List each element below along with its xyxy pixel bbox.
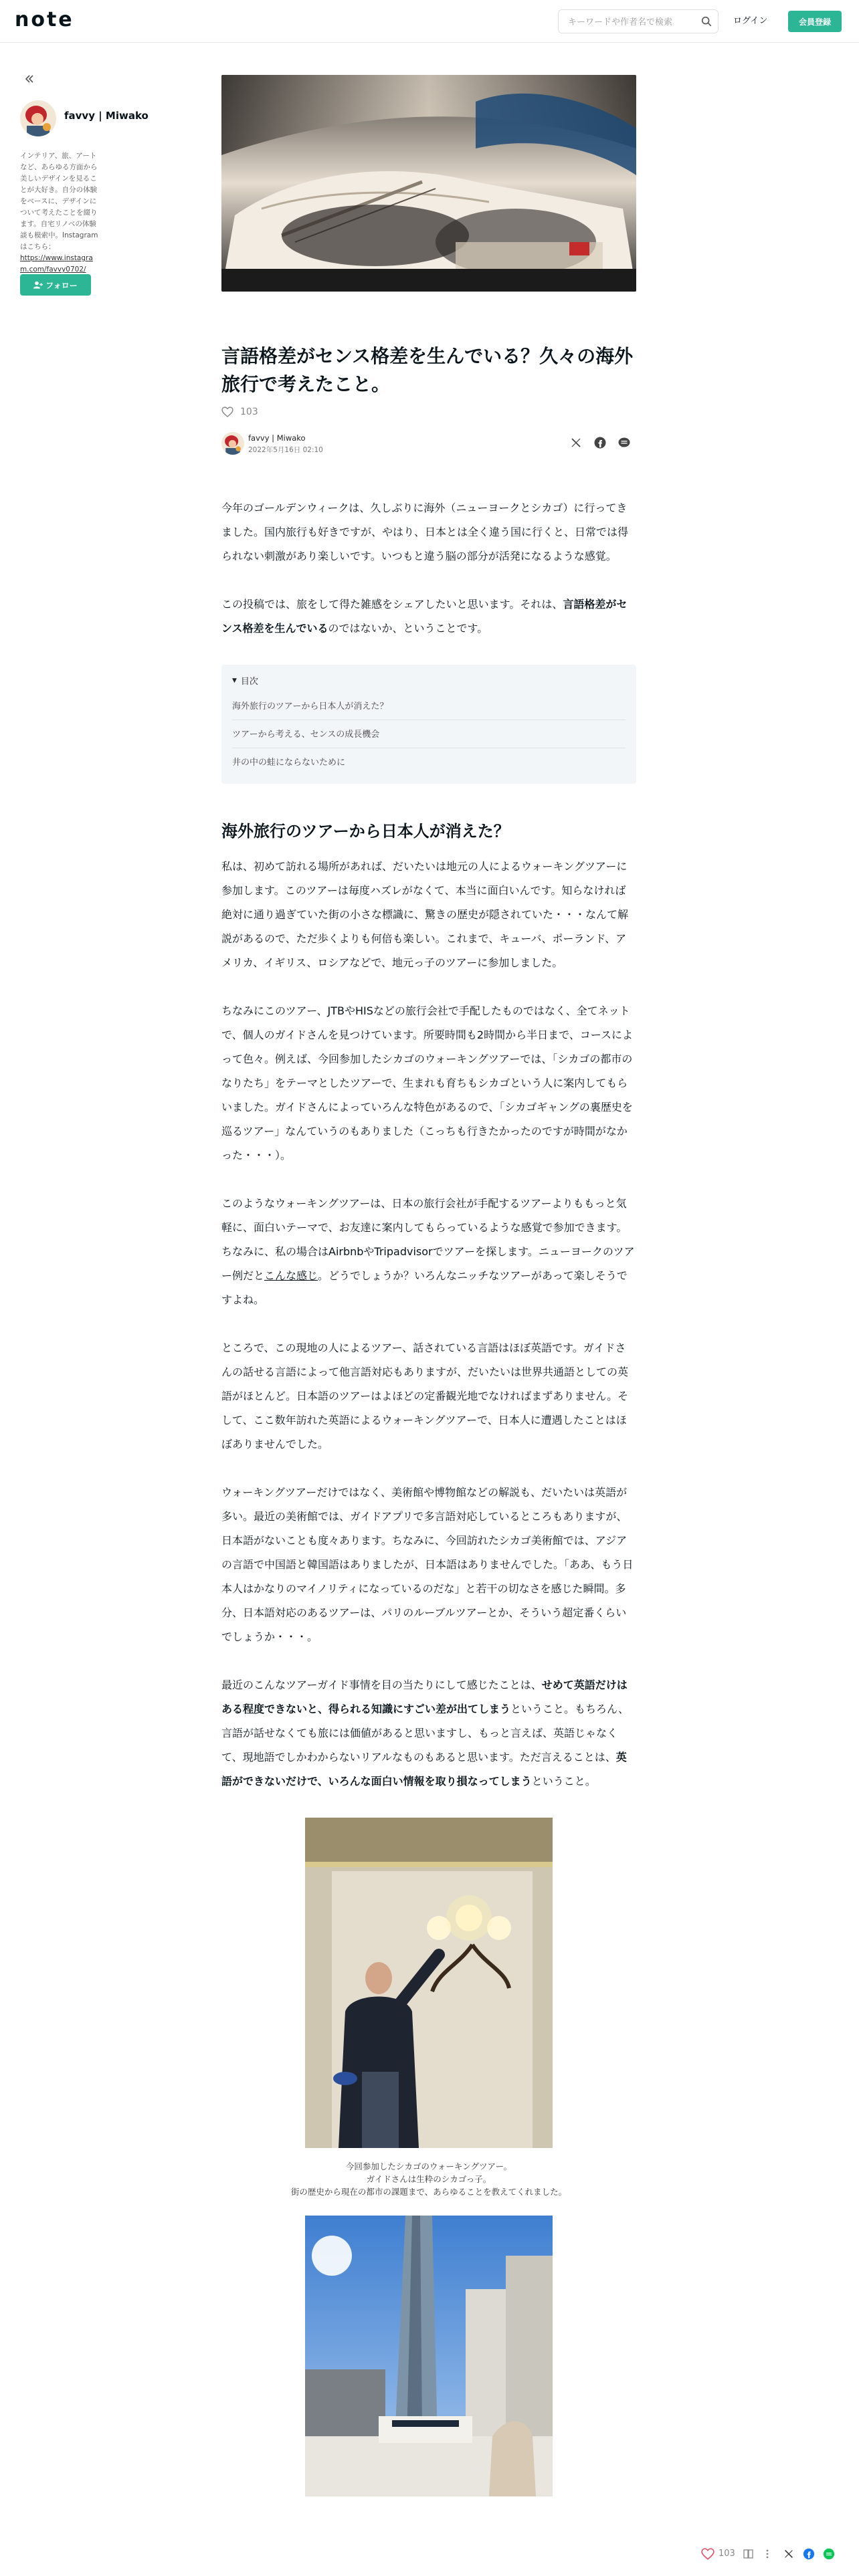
paragraph: ちなみにこのツアー、JTBやHISなどの旅行会社で手配したものではなく、全てネットで、個人のガイドさんを見つけています。所要時間も2時間から半日まで、コースによって色々。例えば、今回参加したシカゴのウォーキングツアーでは、「シカゴの都市のなりたち」をテーマとしたツアーで、生まれも育ちもシカゴという人に案内してもらいました。ガイドさんによっていろんな特色があるので、「シカゴギャングの裏歴史を巡るツアー」なんていうのもありました（こっちも行きたかったのですが時間がなかった・・・）。	[221, 1004, 633, 1162]
paragraph: ところで、この現地の人によるツアー、話されている言語はほぼ英語です。ガイドさんの話せる言語によって他言語対応もありますが、だいたいは世界共通語としての英語がほとんど。日本語のツアーはよほどの定番観光地でなければまずありません。そして、ここ数年訪れた英語によるウォーキングツアーで、日本人に遭遇したことはほぼありませんでした。	[221, 1341, 629, 1451]
collapse-sidebar-icon[interactable]	[23, 72, 36, 86]
instagram-link[interactable]: https://www.instagram.com/favvy0702/	[20, 254, 93, 274]
sidebar-author-name[interactable]: favvy | Miwako	[64, 110, 149, 122]
toc-label: 目次	[240, 677, 258, 687]
paragraph: このようなウォーキングツアーは、日本の旅行会社が手配するツアーよりももっと気軽に、面白いテーマで、お友達に案内してもらっているような感覚で参加できます。ちなみに、私の場合はAirbnbやTripadvisorでツアーを探します。ニューヨークのツアー例だとこんな感じ。どうでしょうか？いろんなニッチなツアーがあって楽しそうですよね。	[221, 1197, 635, 1306]
chicago-river-photo	[305, 2216, 553, 2496]
table-of-contents	[221, 665, 636, 784]
search-input[interactable]	[567, 14, 696, 30]
figure-walking-tour	[221, 1818, 636, 2496]
site-header	[0, 0, 859, 43]
author-name[interactable]: favvy | Miwako	[248, 433, 306, 443]
line-share-icon[interactable]	[823, 2548, 835, 2560]
note-logo[interactable]: note	[15, 8, 74, 31]
author-bio-text: インテリア、旅、アートなど、あらゆる方面から美しいデザインを見ることが大好き。自分の体験をベースに、デザインについて考えたことを綴ります。自宅リノベの体験談も模索中。Instagramはこちら：	[20, 152, 98, 251]
search-box[interactable]	[558, 9, 719, 33]
tour-example-link[interactable]: こんな感じ	[264, 1269, 318, 1282]
add-user-icon	[33, 281, 43, 289]
author-bio	[20, 150, 100, 276]
like-row	[221, 407, 636, 417]
paragraph: ウォーキングツアーだけではなく、美術館や博物館などの解説も、だいたいは英語が多い。最近の美術館では、ガイドアプリで多言語対応しているところもありますが、日本語がないことも度々あります。ちなみに、今回訪れたシカゴ美術館では、アジアの言語で中国語と韓国語はありましたが、日本語はありませんでした。「ああ、もう日本人はかなりのマイノリティになっているのだな」と若干の切なさを感じた瞬間。多分、日本語対応のあるツアーは、パリのルーブルツアーとか、そういう超定番くらいでしょうか・・・。	[221, 1486, 634, 1643]
facebook-share-icon[interactable]	[593, 436, 607, 449]
toc-item[interactable]: ツアーから考える、センスの成長機会	[232, 720, 626, 748]
heart-icon[interactable]	[701, 2548, 714, 2560]
walking-tour-photo	[305, 1818, 553, 2148]
x-share-icon[interactable]	[783, 2548, 795, 2560]
paragraph: 私は、初めて訪れる場所があれば、だいたいは地元の人によるウォーキングツアーに参加します。このツアーは毎度ハズレがなくて、本当に面白いんです。知らなければ絶対に通り過ぎていた街の小さな標識に、驚きの歴史が隠されていた・・・なんて解説があるので、ただ歩くよりも何倍も楽しい。これまで、キューバ、ポーランド、アメリカ、イギリス、ロシアなどで、地元っ子のツアーに参加しました。	[221, 860, 629, 969]
like-count[interactable]: 103	[719, 2549, 735, 2559]
author-row	[221, 431, 636, 457]
floating-action-bar	[696, 2543, 856, 2567]
magazine-add-icon[interactable]	[743, 2548, 755, 2560]
more-options-icon[interactable]	[765, 2548, 769, 2560]
follow-button[interactable]	[20, 274, 91, 296]
intro-emphasis: 言語格差がセンス格差を生んでいる	[221, 598, 628, 635]
follow-label: フォロー	[45, 280, 78, 290]
login-link[interactable]: ログイン	[733, 16, 768, 26]
triangle-down-icon: ▼	[232, 677, 237, 684]
paragraph: 最近のこんなツアーガイド事情を目の当たりにして感じたことは、せめて英語だけはある程度できないと、得られる知識にすごい差が出てしまうということ。もちろん、言語が話せなくても旅には価値があると思いますし、もっと言えば、英語じゃなくて、現地語でしかわからないリアルなものもあると思います。ただ言えることは、英語ができないだけで、いろんな面白い情報を取り損なってしまうということ。	[221, 1679, 629, 1788]
section-heading: 海外旅行のツアーから日本人が消えた？	[221, 822, 510, 841]
intro-paragraph-2: この投稿では、旅をして得た雑感をシェアしたいと思います。それは、言語格差がセンス格差を生んでいるのではないか、ということです。	[221, 598, 628, 635]
x-share-icon[interactable]	[569, 436, 583, 449]
article	[221, 75, 636, 2496]
hero-image	[221, 75, 636, 292]
photo-caption: 今回参加したシカゴのウォーキングツアー。 ガイドさんは生粋のシカゴっ子。 街の歴史から現在の都市の課題まで、あらゆることを教えてくれました。	[290, 2161, 567, 2197]
article-title: 言語格差がセンス格差を生んでいる？久々の海外旅行で考えたこと。	[221, 345, 634, 395]
signup-button[interactable]: 会員登録	[788, 11, 842, 32]
like-count[interactable]: 103	[240, 407, 258, 417]
toc-header[interactable]	[232, 674, 626, 687]
toc-item[interactable]: 井の中の蛙にならないために	[232, 758, 346, 768]
author-avatar[interactable]	[20, 100, 56, 136]
heart-icon[interactable]	[221, 407, 233, 417]
author-avatar-small[interactable]	[221, 432, 244, 455]
intro-paragraph-1: 今年のゴールデンウィークは、久しぶりに海外（ニューヨークとシカゴ）に行ってきました。国内旅行も好きですが、やはり、日本とは全く違う国に行くと、日常では得られない刺激があり楽しいです。いつもと違う脳の部分が活発になるような感覚。	[221, 502, 629, 562]
line-share-icon[interactable]	[617, 436, 631, 449]
post-date: 2022年5月16日 02:10	[248, 446, 323, 454]
facebook-share-icon[interactable]	[803, 2548, 815, 2560]
toc-item[interactable]: 海外旅行のツアーから日本人が消えた？	[232, 692, 626, 720]
search-icon[interactable]	[700, 15, 712, 27]
